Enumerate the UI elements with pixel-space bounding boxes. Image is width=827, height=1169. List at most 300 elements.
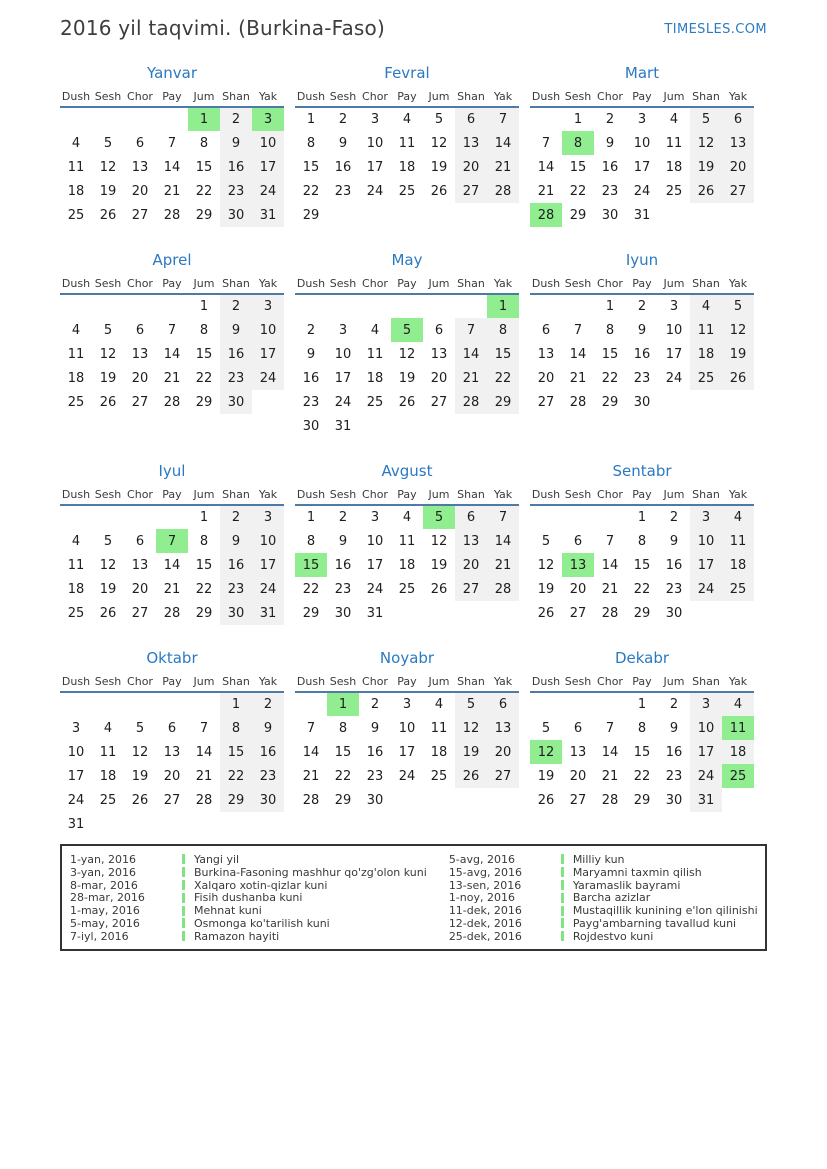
day-cell: 6 (487, 692, 519, 716)
month-title: Sentabr (612, 462, 672, 480)
day-cell: 13 (455, 529, 487, 553)
legend-entry (449, 891, 758, 904)
day-cell: 28 (569, 394, 587, 410)
day-cell: 26 (99, 207, 117, 223)
legend-entry (449, 853, 758, 866)
day-cell: 28 (487, 577, 519, 601)
legend-date: 25-dek, 2016 (448, 929, 522, 943)
day-cell: 19 (99, 183, 117, 199)
day-cell: 12 (430, 533, 448, 549)
weekday-label: Shan (222, 277, 250, 290)
day-cell: 11 (722, 529, 754, 553)
day-cell: 18 (398, 557, 416, 573)
day-cell: 24 (398, 768, 416, 784)
day-cell: 2 (669, 697, 679, 712)
holiday-tick-icon (182, 893, 185, 903)
holiday-tick-icon (561, 931, 564, 941)
legend-entry (449, 904, 758, 917)
day-cell: 7 (306, 720, 316, 736)
day-cell: 13 (131, 557, 149, 573)
day-cell (530, 692, 562, 716)
day-cell: 9 (669, 533, 679, 549)
day-cell: 22 (195, 370, 213, 386)
weekday-label: Shan (457, 90, 485, 103)
month-table (295, 87, 519, 227)
legend-entry (449, 930, 758, 943)
day-cell (391, 294, 423, 318)
day-cell: 19 (455, 740, 487, 764)
day-cell: 23 (601, 183, 619, 199)
day-cell: 22 (220, 764, 252, 788)
day-cell: 2 (338, 510, 348, 525)
day-cell: 19 (99, 581, 117, 597)
weekday-label: Yak (258, 488, 278, 501)
day-cell: 24 (690, 577, 722, 601)
weekday-label: Dush (61, 675, 91, 688)
weekday-label: Pay (397, 675, 417, 688)
day-cell: 12 (99, 557, 117, 573)
holiday-tick-icon (561, 918, 564, 928)
legend-entry (70, 917, 427, 930)
day-cell: 11 (398, 533, 416, 549)
day-cell: 10 (665, 322, 683, 338)
day-cell: 26 (131, 792, 149, 808)
month-noyabr (295, 651, 519, 836)
day-cell (658, 390, 690, 414)
day-cell (455, 294, 487, 318)
day-cell: 7 (573, 322, 583, 338)
weekday-label: Jum (193, 90, 215, 103)
month-table (530, 87, 754, 227)
day-cell: 17 (665, 346, 683, 362)
day-cell: 3 (669, 299, 679, 314)
legend-date: 7-iyl, 2016 (70, 929, 129, 943)
day-cell (455, 601, 487, 625)
month-title: May (391, 251, 423, 269)
day-cell: 6 (455, 505, 487, 529)
day-cell: 11 (67, 557, 85, 573)
day-cell: 19 (690, 155, 722, 179)
day-cell (423, 414, 455, 438)
day-cell: 18 (722, 553, 754, 577)
day-cell: 10 (398, 720, 416, 736)
day-cell (690, 390, 722, 414)
day-cell: 17 (366, 159, 384, 175)
legend-date: 8-mar, 2016 (70, 878, 138, 892)
month-title: Avgust (381, 462, 433, 480)
day-cell: 25 (722, 764, 754, 788)
month-table (530, 274, 754, 414)
weekday-label: Dush (61, 277, 91, 290)
day-cell: 20 (537, 370, 555, 386)
day-cell: 12 (455, 716, 487, 740)
day-cell: 2 (669, 510, 679, 525)
day-cell: 6 (167, 720, 177, 736)
holiday-tick-icon (182, 867, 185, 877)
day-cell: 10 (690, 529, 722, 553)
day-cell: 5 (103, 533, 113, 549)
day-cell: 4 (722, 692, 754, 716)
day-cell: 3 (637, 112, 647, 127)
day-cell: 27 (131, 605, 149, 621)
legend-date: 12-dek, 2016 (448, 916, 522, 930)
day-cell: 2 (370, 697, 380, 712)
day-cell (594, 692, 626, 716)
day-cell (423, 203, 455, 227)
day-cell: 15 (195, 557, 213, 573)
day-cell: 29 (302, 605, 320, 621)
day-cell: 14 (487, 131, 519, 155)
month-iyun (530, 253, 754, 438)
weekday-label: Sesh (564, 675, 592, 688)
day-cell: 30 (366, 792, 384, 808)
day-cell: 7 (605, 720, 615, 736)
day-cell: 4 (103, 720, 113, 736)
day-cell: 6 (455, 107, 487, 131)
month-title: Aprel (152, 251, 192, 269)
day-cell: 15 (195, 159, 213, 175)
day-cell: 17 (398, 744, 416, 760)
weekday-label: Chor (127, 675, 153, 688)
weekday-label: Dush (531, 90, 561, 103)
weekday-label: Jum (193, 488, 215, 501)
day-cell: 20 (131, 370, 149, 386)
weekday-label: Sesh (94, 675, 122, 688)
day-cell: 1 (199, 299, 209, 314)
day-cell: 8 (199, 135, 209, 151)
day-cell (722, 390, 754, 414)
day-cell (722, 203, 754, 227)
holiday-tick-icon (182, 906, 185, 916)
month-title: Yanvar (146, 64, 198, 82)
day-cell (252, 390, 284, 414)
day-cell: 24 (252, 577, 284, 601)
day-cell: 9 (252, 716, 284, 740)
day-cell: 18 (722, 740, 754, 764)
day-cell: 8 (199, 322, 209, 338)
day-cell: 14 (537, 159, 555, 175)
day-cell: 30 (252, 788, 284, 812)
day-cell: 13 (562, 553, 594, 577)
day-cell: 1 (188, 107, 220, 131)
day-cell: 12 (537, 557, 555, 573)
month-yanvar (60, 66, 284, 227)
month-table (295, 672, 519, 812)
day-cell: 28 (601, 605, 619, 621)
day-cell: 29 (195, 605, 213, 621)
day-cell: 15 (601, 346, 619, 362)
weekday-label: Sesh (94, 90, 122, 103)
day-cell: 21 (163, 370, 181, 386)
day-cell: 13 (487, 716, 519, 740)
day-cell: 29 (302, 207, 320, 223)
day-cell (359, 414, 391, 438)
day-cell: 28 (455, 390, 487, 414)
weekday-label: Chor (597, 488, 623, 501)
day-cell: 8 (199, 533, 209, 549)
day-cell: 12 (722, 318, 754, 342)
day-cell: 9 (338, 533, 348, 549)
day-cell: 31 (67, 816, 85, 832)
day-cell: 7 (605, 533, 615, 549)
legend-label: Payg'ambarning tavallud kuni (572, 916, 737, 930)
day-cell: 7 (167, 322, 177, 338)
day-cell: 5 (434, 112, 444, 127)
day-cell: 4 (669, 112, 679, 127)
day-cell: 17 (67, 768, 85, 784)
weekday-label: Jum (428, 488, 450, 501)
day-cell: 8 (306, 533, 316, 549)
day-cell: 5 (690, 107, 722, 131)
day-cell: 18 (366, 370, 384, 386)
day-cell: 25 (430, 768, 448, 784)
day-cell: 16 (252, 740, 284, 764)
day-cell: 21 (195, 768, 213, 784)
day-cell: 6 (541, 322, 551, 338)
day-cell: 16 (220, 155, 252, 179)
day-cell: 4 (71, 533, 81, 549)
day-cell (690, 601, 722, 625)
weekday-label: Shan (692, 488, 720, 501)
day-cell: 11 (430, 720, 448, 736)
weekday-label: Yak (728, 90, 748, 103)
legend-date: 5-avg, 2016 (448, 852, 516, 866)
day-cell: 31 (366, 605, 384, 621)
day-cell: 26 (430, 581, 448, 597)
day-cell: 3 (370, 510, 380, 525)
day-cell: 24 (252, 179, 284, 203)
day-cell: 25 (67, 394, 85, 410)
day-cell: 7 (156, 529, 188, 553)
day-cell (92, 692, 124, 716)
month-may (295, 253, 519, 438)
day-cell: 22 (302, 581, 320, 597)
day-cell: 25 (398, 581, 416, 597)
legend-entry (70, 904, 427, 917)
day-cell (92, 505, 124, 529)
day-cell: 19 (722, 342, 754, 366)
day-cell (455, 414, 487, 438)
day-cell: 22 (487, 366, 519, 390)
day-cell: 11 (67, 159, 85, 175)
day-cell: 16 (633, 346, 651, 362)
day-cell: 16 (665, 557, 683, 573)
day-cell: 13 (537, 346, 555, 362)
day-cell: 23 (220, 366, 252, 390)
day-cell: 23 (302, 394, 320, 410)
weekday-label: Sesh (329, 488, 357, 501)
holiday-tick-icon (561, 867, 564, 877)
day-cell (188, 812, 220, 836)
legend-label: Xalqaro xotin-qizlar kuni (194, 878, 328, 892)
day-cell: 2 (605, 112, 615, 127)
day-cell: 20 (455, 553, 487, 577)
day-cell: 9 (220, 318, 252, 342)
legend-entry (70, 866, 427, 879)
day-cell: 7 (541, 135, 551, 151)
day-cell: 13 (569, 744, 587, 760)
day-cell: 26 (398, 394, 416, 410)
day-cell: 7 (487, 107, 519, 131)
legend-label: Osmonga ko'tarilish kuni (194, 916, 330, 930)
day-cell: 25 (722, 577, 754, 601)
day-cell: 13 (131, 159, 149, 175)
day-cell: 27 (569, 792, 587, 808)
day-cell (295, 294, 327, 318)
day-cell: 12 (690, 131, 722, 155)
weekday-label: Yak (493, 488, 513, 501)
holiday-tick-icon (561, 893, 564, 903)
weekday-label: Dush (531, 675, 561, 688)
weekday-label: Pay (162, 277, 182, 290)
day-cell: 25 (99, 792, 117, 808)
weekday-label: Shan (457, 675, 485, 688)
day-cell (530, 505, 562, 529)
day-cell: 27 (569, 605, 587, 621)
weekday-label: Chor (127, 90, 153, 103)
month-title: Noyabr (379, 649, 435, 667)
day-cell: 18 (67, 581, 85, 597)
day-cell: 16 (302, 370, 320, 386)
day-cell: 23 (665, 581, 683, 597)
day-cell: 20 (569, 581, 587, 597)
day-cell: 22 (633, 581, 651, 597)
day-cell: 17 (366, 557, 384, 573)
day-cell: 15 (633, 744, 651, 760)
day-cell: 4 (434, 697, 444, 712)
day-cell: 5 (541, 720, 551, 736)
day-cell: 25 (665, 183, 683, 199)
legend-entry (449, 917, 758, 930)
weekday-label: Jum (193, 277, 215, 290)
day-cell (658, 203, 690, 227)
day-cell: 15 (487, 342, 519, 366)
day-cell: 26 (99, 394, 117, 410)
day-cell: 22 (334, 768, 352, 784)
weekday-label: Sesh (329, 277, 357, 290)
weekday-label: Shan (692, 90, 720, 103)
weekday-label: Yak (258, 90, 278, 103)
day-cell: 2 (637, 299, 647, 314)
holiday-legend (60, 844, 767, 951)
legend-entry (70, 879, 427, 892)
weekday-label: Chor (597, 675, 623, 688)
day-cell: 11 (366, 346, 384, 362)
day-cell: 8 (487, 318, 519, 342)
day-cell: 12 (430, 135, 448, 151)
day-cell: 19 (537, 768, 555, 784)
weekday-label: Jum (428, 675, 450, 688)
day-cell: 4 (71, 322, 81, 338)
day-cell: 19 (430, 557, 448, 573)
day-cell: 18 (430, 744, 448, 760)
day-cell: 6 (573, 720, 583, 736)
day-cell: 26 (455, 764, 487, 788)
day-cell: 25 (67, 605, 85, 621)
day-cell (530, 107, 562, 131)
month-dekabr (530, 651, 754, 836)
day-cell: 30 (220, 601, 252, 625)
day-cell: 24 (633, 183, 651, 199)
day-cell: 10 (252, 131, 284, 155)
day-cell: 27 (163, 792, 181, 808)
day-cell (327, 203, 359, 227)
day-cell: 5 (103, 322, 113, 338)
day-cell: 3 (252, 294, 284, 318)
day-cell: 3 (71, 720, 81, 736)
weekday-label: Pay (162, 488, 182, 501)
day-cell: 30 (633, 394, 651, 410)
day-cell: 27 (537, 394, 555, 410)
day-cell: 9 (338, 135, 348, 151)
site-link[interactable]: TIMESLES.COM (664, 22, 767, 37)
day-cell: 10 (633, 135, 651, 151)
day-cell: 31 (690, 788, 722, 812)
day-cell: 18 (67, 370, 85, 386)
day-cell: 11 (398, 135, 416, 151)
weekday-label: Chor (127, 277, 153, 290)
holiday-tick-icon (561, 854, 564, 864)
day-cell: 25 (67, 207, 85, 223)
day-cell (423, 294, 455, 318)
weekday-label: Sesh (329, 90, 357, 103)
legend-date: 28-mar, 2016 (70, 891, 145, 905)
day-cell (156, 505, 188, 529)
day-cell: 25 (366, 394, 384, 410)
day-cell: 16 (334, 159, 352, 175)
month-mart (530, 66, 754, 227)
day-cell: 25 (690, 366, 722, 390)
weekday-label: Pay (397, 90, 417, 103)
day-cell: 14 (163, 557, 181, 573)
legend-entry (449, 879, 758, 892)
day-cell (124, 812, 156, 836)
weekday-label: Yak (258, 277, 278, 290)
day-cell: 6 (722, 107, 754, 131)
day-cell: 16 (334, 557, 352, 573)
day-cell (391, 414, 423, 438)
legend-label: Burkina-Fasoning mashhur qo'zg'olon kuni (194, 865, 427, 879)
legend-label: Ramazon hayiti (194, 929, 280, 943)
day-cell: 10 (252, 318, 284, 342)
day-cell (562, 294, 594, 318)
day-cell: 7 (455, 318, 487, 342)
weekday-label: Jum (663, 90, 685, 103)
day-cell: 24 (366, 581, 384, 597)
day-cell: 6 (135, 533, 145, 549)
weekday-label: Dush (296, 675, 326, 688)
month-iyul (60, 464, 284, 625)
day-cell: 21 (163, 581, 181, 597)
day-cell: 29 (601, 394, 619, 410)
month-table (60, 672, 284, 836)
day-cell: 4 (71, 135, 81, 151)
day-cell: 25 (398, 183, 416, 199)
day-cell: 26 (537, 605, 555, 621)
day-cell (220, 812, 252, 836)
legend-column-left (70, 853, 427, 943)
weekday-label: Pay (632, 675, 652, 688)
day-cell: 11 (99, 744, 117, 760)
weekday-label: Pay (397, 277, 417, 290)
day-cell: 27 (722, 179, 754, 203)
day-cell: 1 (306, 510, 316, 525)
legend-entry (70, 930, 427, 943)
day-cell: 1 (573, 112, 583, 127)
day-cell: 2 (252, 692, 284, 716)
day-cell: 8 (605, 322, 615, 338)
weekday-label: Chor (127, 488, 153, 501)
